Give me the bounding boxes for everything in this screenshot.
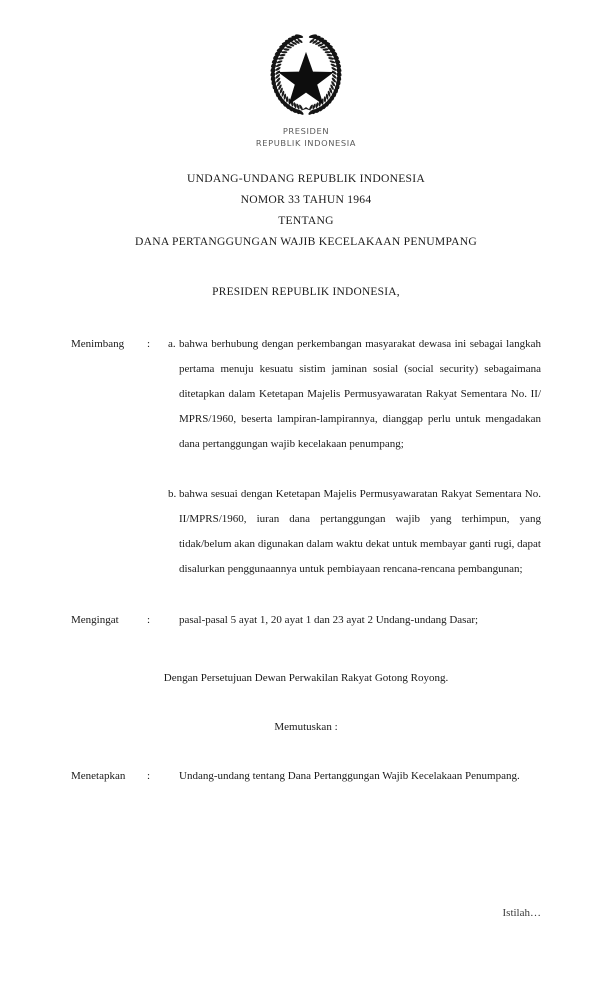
title-line-number: NOMOR 33 TAHUN 1964 xyxy=(240,193,372,206)
considerations-colon: : xyxy=(147,338,151,350)
consideration-item-marker: b. xyxy=(168,488,177,500)
emblem-caption-line-1: PRESIDEN xyxy=(282,126,330,136)
issuing-authority-line: PRESIDEN REPUBLIK INDONESIA, xyxy=(212,286,400,298)
consideration-item xyxy=(168,332,541,457)
enactment-text: Undang-undang tentang Dana Pertanggungan Wajib Kecelakaan Penumpang. xyxy=(179,770,520,782)
considerations-row xyxy=(71,332,541,582)
enactment-body xyxy=(168,764,541,789)
decides-line: Memutuskan : xyxy=(274,721,338,733)
enactment-label: Menetapkan xyxy=(71,770,126,782)
title-line-subject: DANA PERTANGGUNGAN WAJIB KECELAKAAN PENUMPANG xyxy=(135,235,477,248)
legal-basis-text: pasal-pasal 5 ayat 1, 20 ayat 1 dan 23 ayat 2 Undang-undang Dasar; xyxy=(179,614,479,626)
enactment-row xyxy=(71,764,541,789)
star-glyph xyxy=(278,52,334,105)
emblem-caption-line-2: REPUBLIK INDONESIA xyxy=(255,137,357,148)
presidential-emblem-block xyxy=(0,28,612,149)
legal-basis-label: Mengingat xyxy=(71,614,119,626)
indonesian-presidential-seal-icon xyxy=(260,28,352,120)
footer-catchword: Istilah… xyxy=(502,907,541,919)
title-line-about: TENTANG xyxy=(278,214,334,227)
consideration-item-text: bahwa berhubung dengan perkembangan masyarakat dewasa ini sebagai langkah pertama menuju kesuatu sistim jaminan sosial (social security) sebagaimana ditetapkan dalam Ketetapan Majelis Permusyawaratan Rakyat Sementara No. II/ MPRS/1960, beserta lampiran-lampirannya, dianggap perlu untuk mengadakan dana pertanggungan wajib kecelakaan penumpang; xyxy=(179,338,541,450)
title-line-law-type: UNDANG-UNDANG REPUBLIK INDONESIA xyxy=(187,172,425,185)
legal-basis-body xyxy=(168,608,541,633)
considerations-label: Menimbang xyxy=(71,338,125,350)
approval-line: Dengan Persetujuan Dewan Perwakilan Rakyat Gotong Royong. xyxy=(163,672,449,684)
legal-basis-row xyxy=(71,608,541,633)
document-title-block xyxy=(0,168,612,252)
consideration-item xyxy=(168,482,541,582)
legal-basis-colon: : xyxy=(147,614,151,626)
consideration-item-marker: a. xyxy=(168,338,176,350)
enactment-colon: : xyxy=(147,770,151,782)
consideration-item-text: bahwa sesuai dengan Ketetapan Majelis Permusyawaratan Rakyat Sementara No. II/MPRS/1960, iuran dana pertanggungan wajib yang terhimpun, yang tidak/belum akan digunakan dalam waktu dekat untuk membayar ganti rugi, dapat disalurkan penggunaannya untuk pembiayaan rencana-rencana pembangunan; xyxy=(179,488,541,575)
considerations-body xyxy=(168,332,541,582)
emblem-caption xyxy=(0,126,612,149)
